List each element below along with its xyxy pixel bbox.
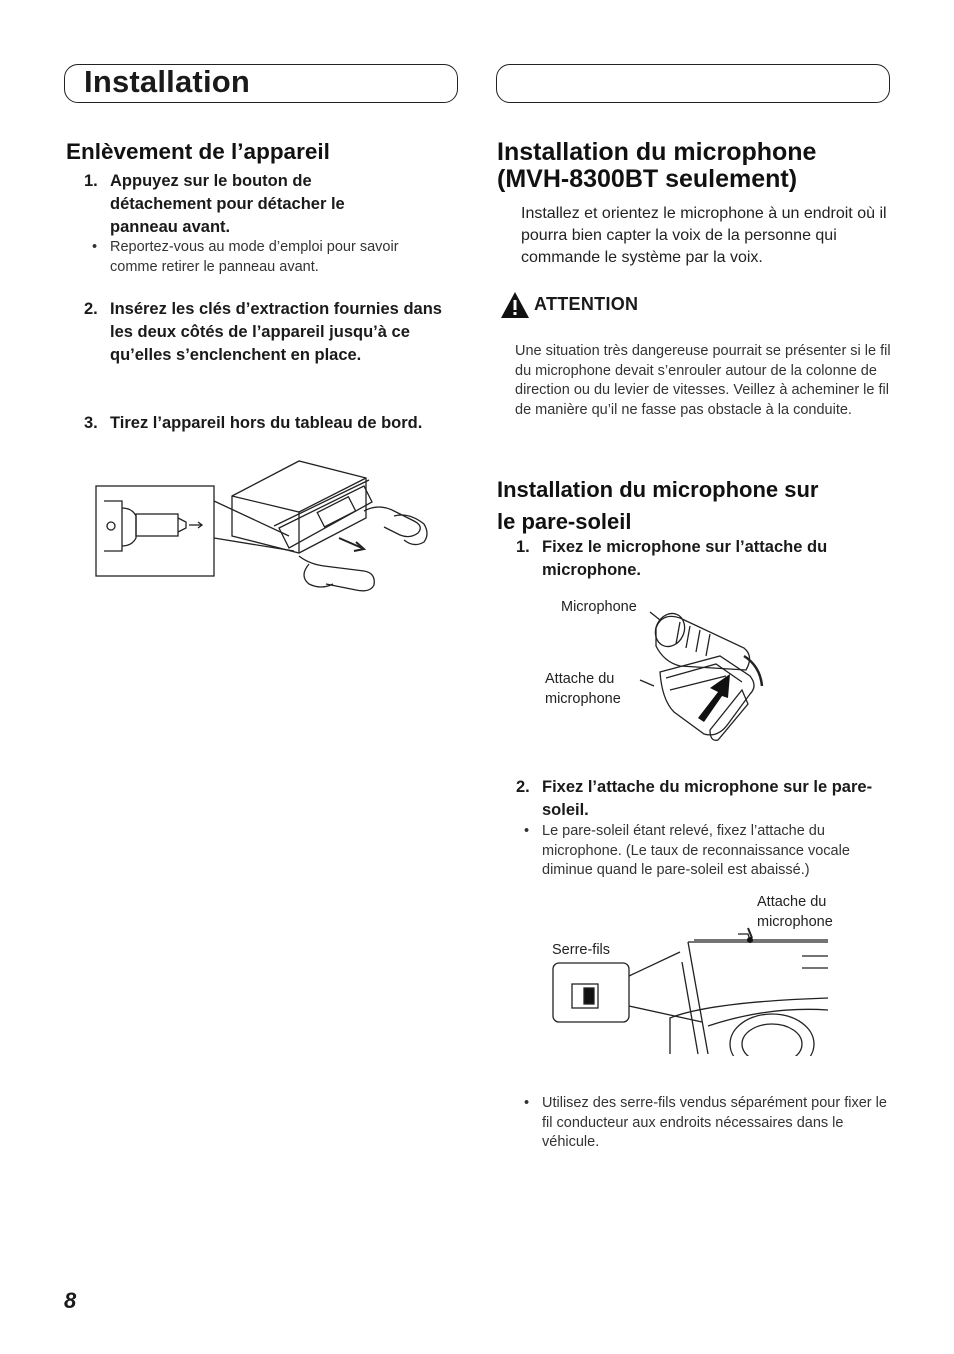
step-text: Appuyez sur le bouton de détachement pour détacher le panneau avant. [110,172,345,236]
unit-removal-illustration [94,456,439,596]
fig2-label-clamp: Serre-fils [552,942,611,958]
microphone-intro: Installez et orientez le microphone à un endroit où il pourra bien capter la voix de la personne qui commande le système par la voix. [521,205,887,266]
fig2-label-clip: Attache du microphone [757,894,833,930]
note-text: Utilisez des serre-fils vendus séparément pour fixer le fil conducteur aux endroits nécessaires dans le véhicule. [542,1095,887,1150]
warning-triangle-icon [500,290,530,320]
section-heading-removal: Enlèvement de l’appareil [66,139,330,164]
step-number: 3. [84,414,98,432]
heading-line-1: Installation du microphone [497,138,817,166]
caution-title: ATTENTION [534,294,639,314]
step-number: 1. [516,538,530,556]
step-number: 2. [516,778,530,796]
section-heading-microphone [497,139,816,193]
page-title: Installation [84,64,251,99]
note-text: Reportez-vous au mode d’emploi pour savoir comme retirer le panneau avant. [110,239,399,275]
bullet-icon: • [524,1095,530,1111]
sunvisor-illustration [552,926,830,1056]
title-box-right [496,64,890,103]
step-text: Fixez l’attache du microphone sur le pare-soleil. [542,778,873,819]
sub-heading-line-2: le pare-soleil [497,509,632,534]
step-text: Fixez le microphone sur l’attache du microphone. [542,538,828,579]
heading-line-2: (MVH-8300BT seulement) [497,165,798,193]
step-number: 1. [84,172,98,190]
sub-heading-sunvisor [497,474,818,538]
fig1-label-clip: Attache du microphone [545,671,621,707]
step-text: Tirez l’appareil hors du tableau de bord. [110,414,423,432]
bullet-icon: • [524,823,530,839]
page-number: 8 [64,1288,77,1313]
step-text: Insérez les clés d’extraction fournies dans les deux côtés de l’appareil jusqu’à ce qu’elles s’enclenchent en place. [110,300,442,364]
bullet-icon: • [92,239,98,255]
step-number: 2. [84,300,98,318]
fig1-label-microphone: Microphone [561,599,637,615]
note-text: Le pare-soleil étant relevé, fixez l’attache du microphone. (Le taux de reconnaissance vocale diminue quand le pare-soleil est abaissé.) [542,823,850,878]
sub-heading-line-1: Installation du microphone sur [497,477,819,502]
caution-text: Une situation très dangereuse pourrait se présenter si le fil du microphone devait s’enrouler autour de la colonne de direction ou du levier de vitesses. Veillez à acheminer le fil de manière qu’il ne fasse pas obstacle à la conduite. [515,343,891,418]
microphone-clip-illustration [630,600,780,760]
